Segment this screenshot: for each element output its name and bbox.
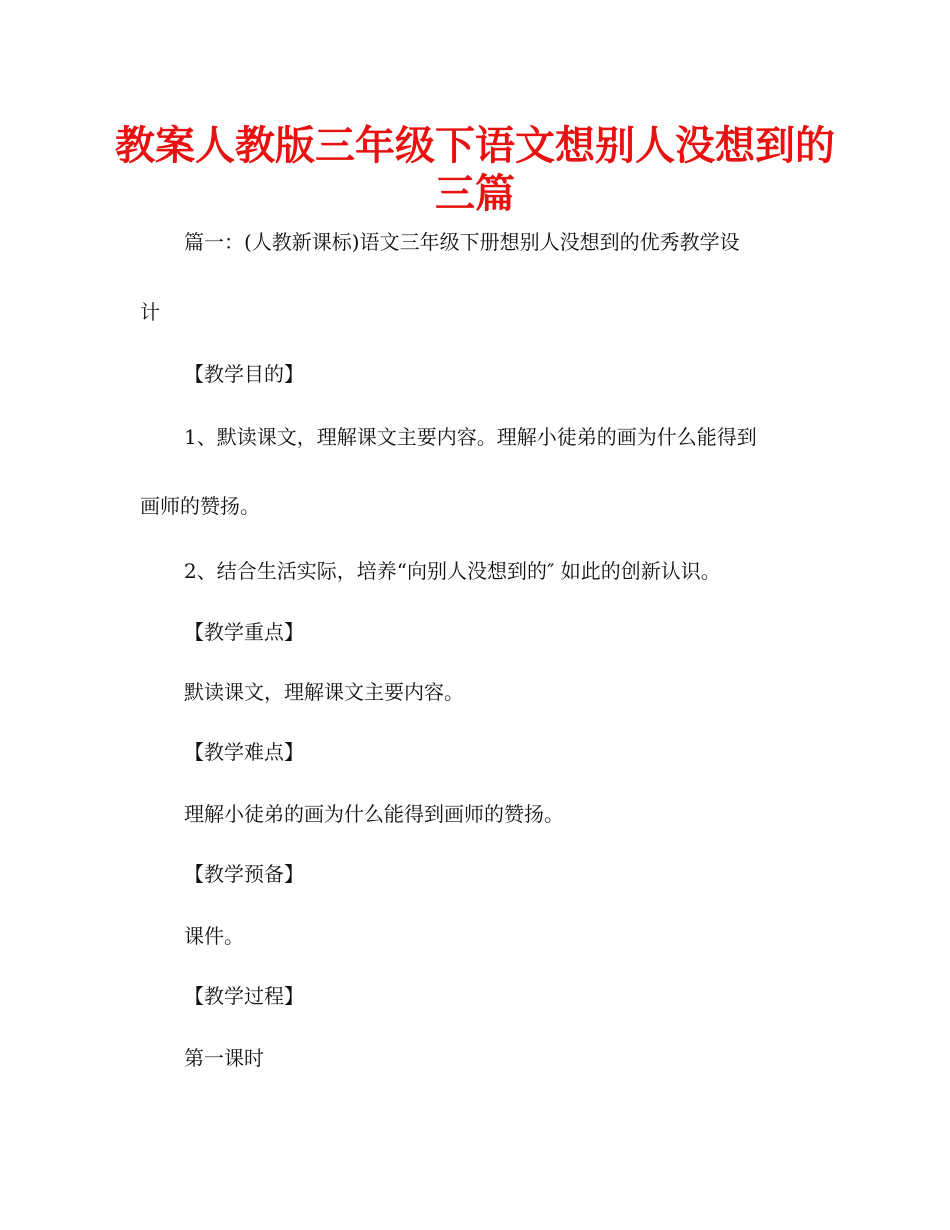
difficulties-text: 理解小徒弟的画为什么能得到画师的赞扬。 [184,802,564,826]
document-title-line-2: 三篇 [435,171,515,217]
goal-item-2: 2、结合生活实际，培养“向别人没想到的″ 如此的创新认识。 [184,559,721,583]
heading-preparation: 【教学预备】 [184,862,304,886]
key-points-text: 默读课文，理解课文主要内容。 [184,680,464,704]
heading-process: 【教学过程】 [184,984,304,1008]
heading-difficulties: 【教学难点】 [184,740,304,764]
paragraph-intro: 篇一：(人教新课标)语文三年级下册想别人没想到的优秀教学设 [184,230,740,254]
goal-item-1: 1、默读课文，理解课文主要内容。理解小徒弟的画为什么能得到 [184,425,757,449]
document-title-line-1: 教案人教版三年级下语文想别人没想到的 [115,123,835,169]
preparation-text: 课件。 [184,924,244,948]
heading-teaching-goals: 【教学目的】 [184,362,304,386]
goal-item-1-continued: 画师的赞扬。 [140,494,260,518]
paragraph-intro-continued: 计 [140,300,160,324]
first-lesson-label: 第一课时 [184,1046,264,1070]
heading-key-points: 【教学重点】 [184,620,304,644]
